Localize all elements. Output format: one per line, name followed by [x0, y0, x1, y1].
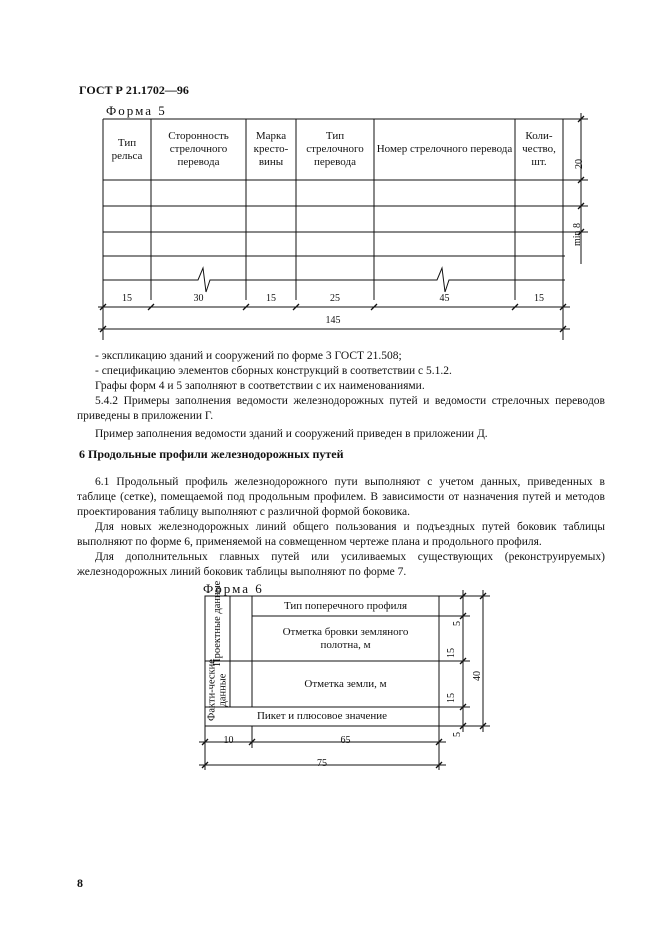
form6-label: Форма 6	[203, 581, 264, 596]
form5-row-min: min 8	[572, 222, 583, 246]
form5-width-1: 15	[122, 293, 132, 304]
form5-col-switch-type: Тип стрелочного перевода	[306, 130, 364, 168]
form5-col-rail-type: Тип рельса	[111, 136, 143, 162]
form6-height-3: 15	[446, 693, 457, 703]
form5-width-5: 45	[439, 293, 450, 304]
paragraph: Пример заполнения ведомости зданий и сооружений приведен в приложении Д.	[95, 428, 488, 440]
paragraph: - спецификацию элементов сборных конструкций в соответствии с 5.1.2.	[95, 365, 452, 377]
form5-col-frog: Марка кресто-вины	[253, 130, 289, 168]
form6-row-picket: Пикет и плюсовое значение	[256, 710, 388, 722]
form6-row-cross-section: Тип поперечного профиля	[283, 599, 408, 612]
form6-row-ground: Отметка земли, м	[304, 677, 387, 690]
form6-total-height: 40	[472, 671, 483, 681]
paragraph: Для дополнительных главных путей или усиливаемых существующих (реконструируемых) железнодорожных линий боковик таблицы выполняют по форме 7.	[77, 551, 605, 578]
form5-width-3: 15	[266, 293, 276, 304]
paragraph: 6.1 Продольный профиль железнодорожного пути выполняют с учетом данных, приведенных в таблице (сетке), помещаемой под продольным профилем. В зависимости от назначения путей и методов проектирования таблицу выполняют с различной формой боковика.	[77, 476, 605, 518]
form6-group-actual: Факти-ческие данные	[206, 659, 229, 721]
form5-label: Форма 5	[106, 103, 167, 118]
form5-header-height: 20	[574, 159, 585, 169]
paragraph: Графы форм 4 и 5 заполняют в соответствии с их наименованиями.	[95, 380, 425, 392]
form5-width-6: 15	[534, 293, 544, 304]
form5-width-2: 30	[193, 293, 204, 304]
paragraph: Для новых железнодорожных линий общего пользования и подъездных путей боковик таблицы выполняют по форме 6, применяемой на совмещенном чертеже плана и продольного профиля.	[77, 521, 605, 548]
form5-width-4: 25	[330, 293, 340, 304]
form6-width-1: 10	[223, 735, 234, 746]
section-title: 6 Продольные профили железнодорожных путей	[79, 447, 344, 461]
paragraph: - экспликацию зданий и сооружений по форме 3 ГОСТ 21.508;	[95, 350, 402, 362]
body-text-block-1	[77, 349, 605, 442]
document-header: ГОСТ Р 21.1702—96	[79, 83, 189, 97]
form6-total-width: 75	[317, 758, 327, 769]
form5-col-switch-number: Номер стрелочного перевода	[376, 143, 513, 155]
form6-height-1: 5	[452, 621, 463, 626]
paragraph: 5.4.2 Примеры заполнения ведомости железнодорожных путей и ведомости стрелочных переводов приведены в приложении Г.	[77, 395, 605, 422]
page-number: 8	[77, 876, 83, 890]
form6-width-2: 65	[340, 735, 351, 746]
form6-group-design: Проектные данные	[212, 580, 223, 666]
form6-row-embankment: Отметка бровки земляного полотна, м	[282, 625, 409, 651]
body-text-block-2	[77, 475, 605, 580]
form5-col-quantity: Коли-чество, шт.	[522, 130, 556, 168]
form5-total-width: 145	[325, 315, 341, 326]
form6-height-4: 5	[452, 732, 463, 737]
form5-col-side: Сторонность стрелочного перевода	[168, 130, 229, 168]
form6-height-2: 15	[446, 648, 457, 658]
